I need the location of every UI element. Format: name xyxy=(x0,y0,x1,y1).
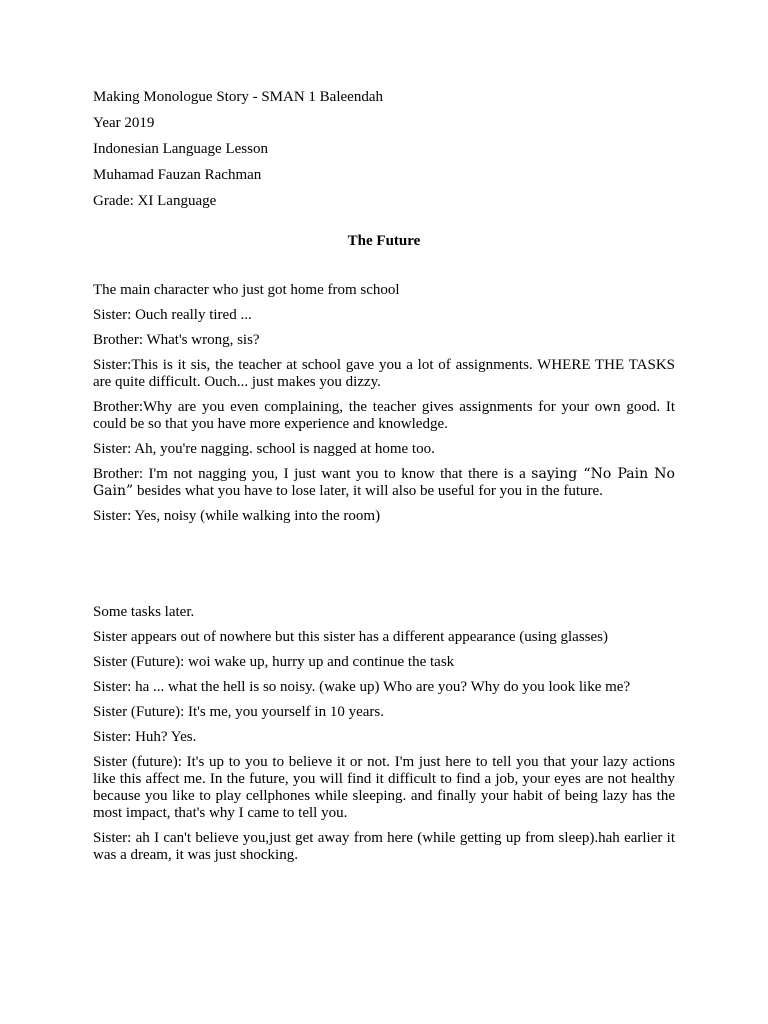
story-paragraph: Brother: What's wrong, sis? xyxy=(93,332,260,348)
story-part-2 xyxy=(93,604,675,864)
document-header xyxy=(93,88,675,210)
story-paragraph: Sister: ah I can't believe you,just get away from here (while getting up from sleep).hah earlier it was a dream, it was just shocking. xyxy=(93,830,675,863)
story-paragraph: Sister:This is it sis, the teacher at school gave you a lot of assignments. WHERE THE TASKS are quite difficult. Ouch... just makes you dizzy. xyxy=(93,357,675,390)
story-part-1 xyxy=(93,282,675,525)
section-gap xyxy=(93,533,675,604)
header-lesson: Indonesian Language Lesson xyxy=(93,141,268,157)
header-school: Making Monologue Story - SMAN 1 Baleendah xyxy=(93,89,383,105)
saying-before: Brother: I'm not nagging you, I just want you to know that there is a xyxy=(93,466,532,482)
story-paragraph: Sister appears out of nowhere but this sister has a different appearance (using glasses) xyxy=(93,629,608,645)
story-paragraph: Sister: ha ... what the hell is so noisy. (wake up) Who are you? Why do you look like me? xyxy=(93,679,631,695)
story-paragraph: Some tasks later. xyxy=(93,604,195,620)
story-paragraph: The main character who just got home from school xyxy=(93,282,400,298)
story-paragraph: Sister: Ouch really tired ... xyxy=(93,307,252,323)
story-paragraph: Brother:Why are you even complaining, the teacher gives assignments for your own good. It could be so that you have more experience and knowledge. xyxy=(93,399,675,432)
header-year: Year 2019 xyxy=(93,115,155,131)
document-page xyxy=(93,88,675,872)
story-title: The Future xyxy=(347,233,421,249)
story-paragraph: Sister: Huh? Yes. xyxy=(93,729,197,745)
story-paragraph-saying xyxy=(93,466,675,500)
story-paragraph: Sister: Yes, noisy (while walking into the room) xyxy=(93,508,381,524)
story-paragraph: Sister (Future): woi wake up, hurry up and continue the task xyxy=(93,654,455,670)
saying-after: besides what you have to lose later, it will also be useful for you in the future. xyxy=(133,483,603,499)
saying-quote: saying “No Pain No Gain” xyxy=(93,466,675,499)
header-grade: Grade: XI Language xyxy=(93,193,217,209)
story-paragraph: Sister (future): It's up to you to believe it or not. I'm just here to tell you that your lazy actions like this affect me. In the future, you will find it difficult to find a job, your eyes are not healthy because you like to play cellphones while sleeping. and finally your habit of being lazy has the most impact, that's why I came to tell you. xyxy=(93,754,675,821)
story-paragraph: Sister (Future): It's me, you yourself in 10 years. xyxy=(93,704,384,720)
header-author: Muhamad Fauzan Rachman xyxy=(93,167,262,183)
story-paragraph: Sister: Ah, you're nagging. school is nagged at home too. xyxy=(93,441,435,457)
